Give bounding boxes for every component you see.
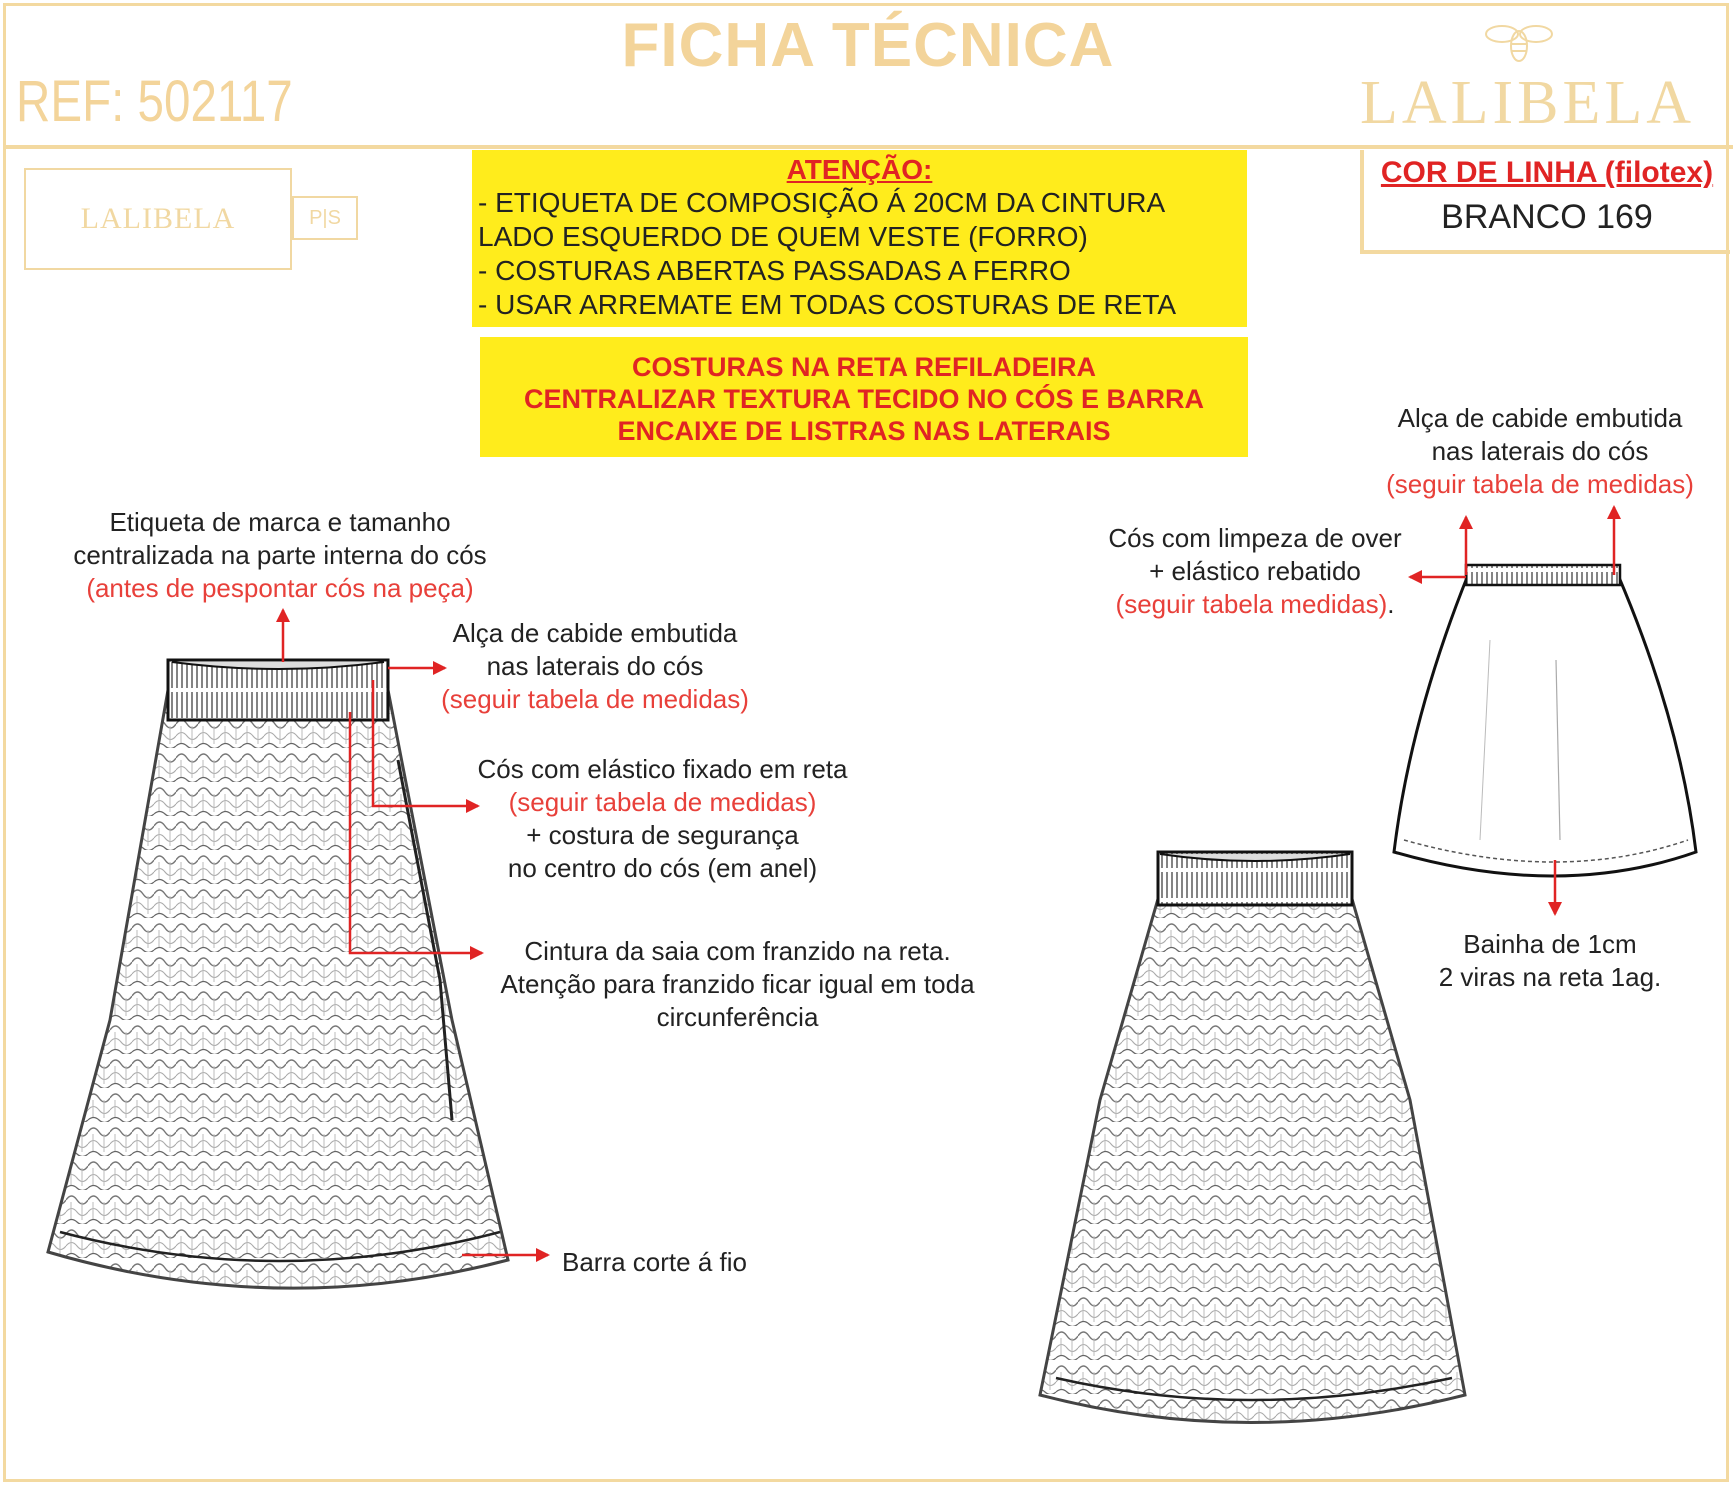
attention-line: - COSTURAS ABERTAS PASSADAS A FERRO xyxy=(478,255,1071,286)
brand-label: LALIBELA xyxy=(24,168,292,270)
note-line: Atenção para franzido ficar igual em toda xyxy=(500,969,975,999)
note-line: centralizada na parte interna do cós xyxy=(73,540,487,570)
attention-heading: ATENÇÃO: xyxy=(786,154,933,185)
sewing-instruction: ENCAIXE DE LISTRAS NAS LATERAIS xyxy=(617,416,1111,446)
note-line: + costura de segurança xyxy=(526,820,799,850)
note-line: Cós com limpeza de over xyxy=(1108,523,1402,553)
attention-line: LADO ESQUERDO DE QUEM VESTE (FORRO) xyxy=(478,221,1088,252)
note-line: (antes de pespontar cós na peça) xyxy=(86,573,474,603)
note-line: Cós com elástico fixado em reta xyxy=(477,754,848,784)
thread-color-value: BRANCO 169 xyxy=(1441,198,1653,236)
attention-line: - ETIQUETA DE COMPOSIÇÃO Á 20CM DA CINTURA xyxy=(478,187,1166,218)
note-line: Cintura da saia com franzido na reta. xyxy=(524,936,951,966)
note-line: Alça de cabide embutida xyxy=(452,618,738,648)
attention-line: - USAR ARREMATE EM TODAS COSTURAS DE RETA xyxy=(478,289,1177,320)
thread-color-heading: COR DE LINHA (filotex) xyxy=(1380,156,1714,189)
note-line: nas laterais do cós xyxy=(486,651,704,681)
note-line: (seguir tabela de medidas) xyxy=(441,684,749,714)
skirt-front-drawing xyxy=(48,660,508,1288)
note-red-text: (seguir tabela medidas) xyxy=(1115,589,1388,619)
lining-skirt-drawing xyxy=(1394,565,1696,876)
reference-code: REF: 502117 xyxy=(16,69,293,134)
note-line: Alça de cabide embutida xyxy=(1397,403,1683,433)
note-line: Bainha de 1cm xyxy=(1463,929,1637,959)
note-line: 2 viras na reta 1ag. xyxy=(1438,962,1662,992)
note-tail: . xyxy=(1387,589,1395,619)
brand-logo-text: LALIBELA xyxy=(1360,69,1696,137)
note-line: Etiqueta de marca e tamanho xyxy=(109,507,451,537)
note-line: Barra corte á fio xyxy=(562,1247,747,1277)
note-line: (seguir tabela de medidas) xyxy=(1386,469,1694,499)
sewing-instruction: CENTRALIZAR TEXTURA TECIDO NO CÓS E BARRA xyxy=(524,384,1204,414)
page-title: FICHA TÉCNICA xyxy=(621,11,1115,80)
note-line: circunferência xyxy=(656,1002,819,1032)
note-line: no centro do cós (em anel) xyxy=(507,853,818,883)
sewing-instruction: COSTURAS NA RETA REFILADEIRA xyxy=(632,352,1096,382)
note-line: (seguir tabela de medidas) xyxy=(508,787,817,817)
note-line: nas laterais do cós xyxy=(1431,436,1649,466)
note-line: + elástico rebatido xyxy=(1149,556,1361,586)
skirt-back-drawing xyxy=(1040,852,1465,1423)
size-label: P|S xyxy=(292,196,358,240)
